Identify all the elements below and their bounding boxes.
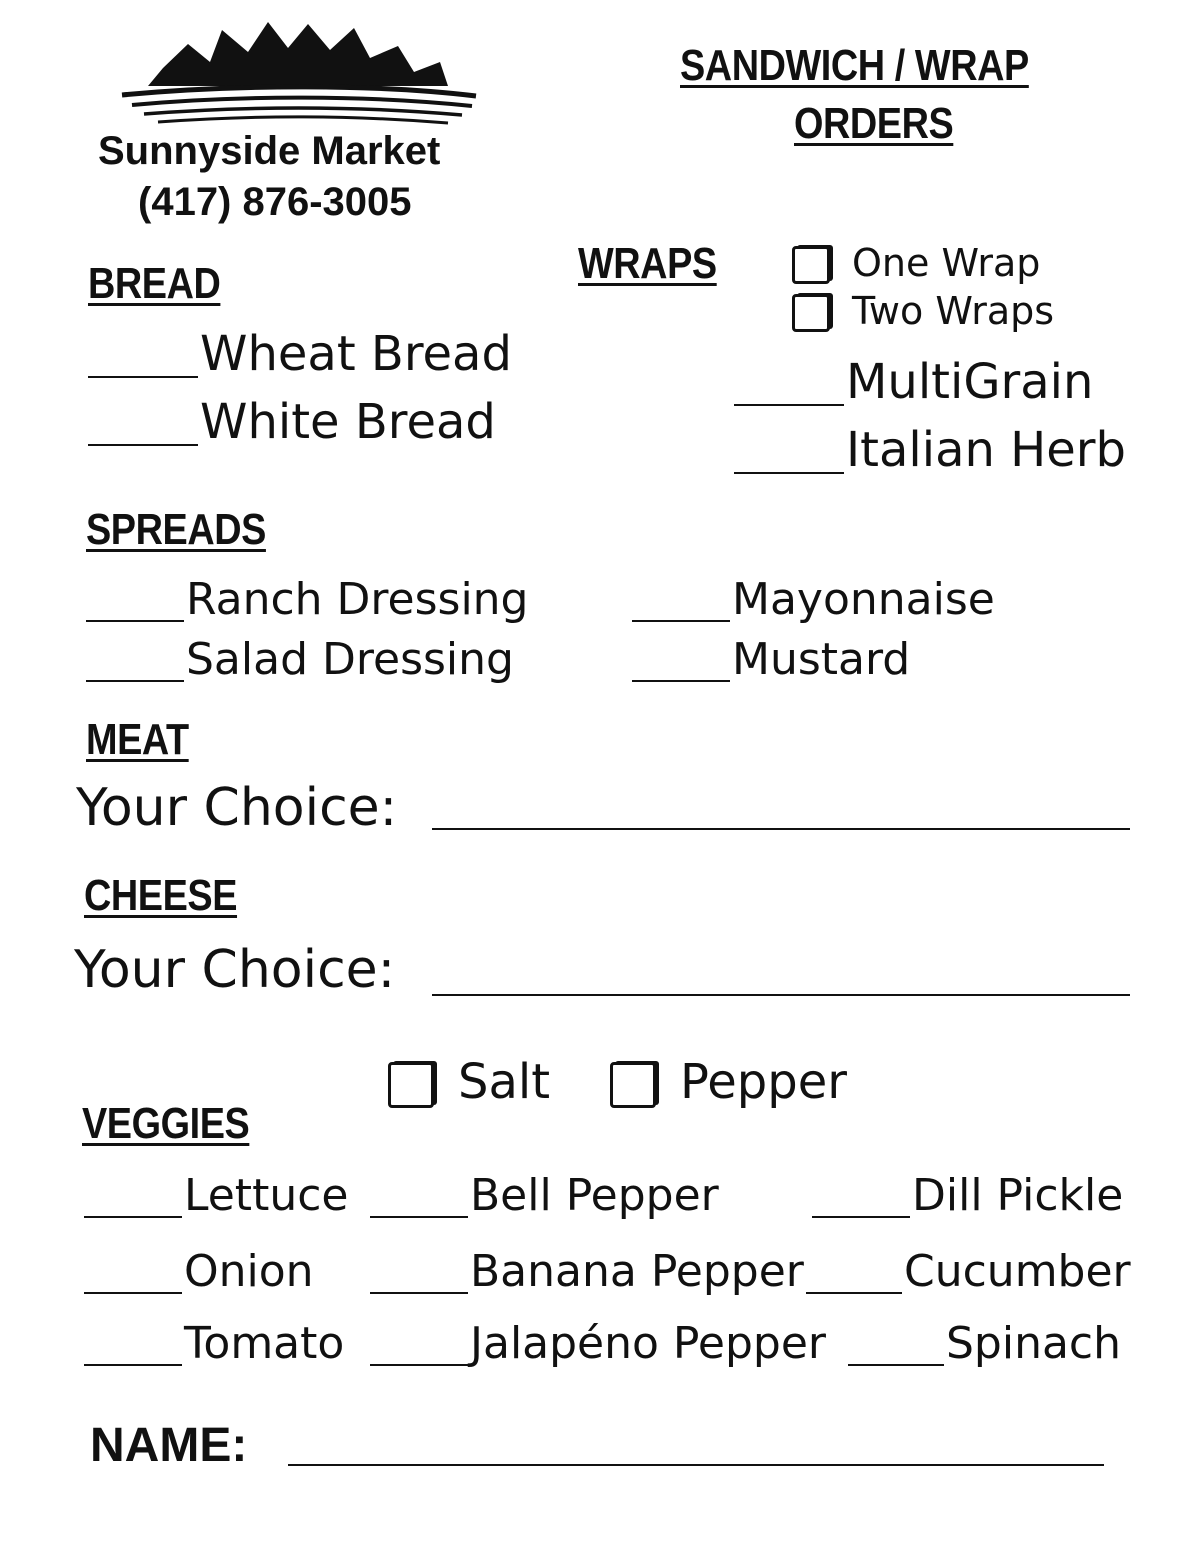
bread-option-wheat[interactable]: Wheat Bread — [88, 330, 512, 378]
blank-line[interactable] — [806, 1292, 902, 1294]
blank-line[interactable] — [84, 1364, 182, 1366]
blank-line[interactable] — [88, 444, 198, 446]
one-wrap-checkbox[interactable] — [792, 246, 830, 284]
blank-line[interactable] — [370, 1292, 468, 1294]
veggie-option-banana-pepper[interactable]: Banana Pepper — [370, 1250, 804, 1294]
meat-heading: MEAT — [86, 715, 189, 764]
spread-option-mustard[interactable]: Mustard — [632, 638, 910, 682]
pepper-label: Pepper — [680, 1054, 847, 1110]
blank-line[interactable] — [632, 620, 730, 622]
one-wrap-label: One Wrap — [852, 241, 1041, 285]
salt-label: Salt — [458, 1054, 551, 1110]
blank-line[interactable] — [848, 1364, 944, 1366]
cheese-heading: CHEESE — [84, 871, 238, 920]
blank-line[interactable] — [84, 1292, 182, 1294]
form-title-line1: SANDWICH / WRAP — [680, 41, 1029, 90]
name-input-line[interactable] — [288, 1464, 1104, 1466]
store-phone: (417) 876-3005 — [138, 180, 412, 224]
veggies-heading: VEGGIES — [82, 1099, 250, 1148]
veggie-option-tomato[interactable]: Tomato — [84, 1322, 344, 1366]
blank-line[interactable] — [812, 1216, 910, 1218]
spreads-heading: SPREADS — [86, 505, 266, 554]
bread-heading: BREAD — [88, 259, 221, 308]
cheese-prompt: Your Choice: — [74, 940, 396, 1000]
two-wraps-label: Two Wraps — [852, 289, 1055, 333]
blank-line[interactable] — [84, 1216, 182, 1218]
blank-line[interactable] — [88, 376, 198, 378]
veggie-option-onion[interactable]: Onion — [84, 1250, 314, 1294]
name-label: NAME: — [90, 1419, 248, 1472]
veggie-option-dill-pickle[interactable]: Dill Pickle — [812, 1174, 1123, 1218]
sun-logo-icon — [118, 18, 480, 126]
spread-option-salad[interactable]: Salad Dressing — [86, 638, 514, 682]
blank-line[interactable] — [86, 620, 184, 622]
veggie-option-lettuce[interactable]: Lettuce — [84, 1174, 348, 1218]
blank-line[interactable] — [734, 404, 844, 406]
two-wraps-checkbox[interactable] — [792, 294, 830, 332]
wrap-option-multigrain[interactable]: MultiGrain — [734, 358, 1093, 406]
spread-option-mayonnaise[interactable]: Mayonnaise — [632, 578, 995, 622]
pepper-checkbox[interactable] — [610, 1062, 656, 1108]
store-name: Sunnyside Market — [98, 129, 441, 173]
veggie-option-cucumber[interactable]: Cucumber — [806, 1250, 1131, 1294]
meat-choice-line[interactable] — [432, 828, 1130, 830]
blank-line[interactable] — [86, 680, 184, 682]
blank-line[interactable] — [370, 1216, 468, 1218]
form-title-line2: ORDERS — [794, 99, 954, 148]
blank-line[interactable] — [370, 1364, 468, 1366]
cheese-choice-line[interactable] — [432, 994, 1130, 996]
meat-prompt: Your Choice: — [76, 778, 398, 838]
spread-option-ranch[interactable]: Ranch Dressing — [86, 578, 528, 622]
veggie-option-bell-pepper[interactable]: Bell Pepper — [370, 1174, 719, 1218]
blank-line[interactable] — [632, 680, 730, 682]
blank-line[interactable] — [734, 472, 844, 474]
salt-checkbox[interactable] — [388, 1062, 434, 1108]
wrap-option-italian-herb[interactable]: Italian Herb — [734, 426, 1126, 474]
bread-option-white[interactable]: White Bread — [88, 398, 496, 446]
veggie-option-spinach[interactable]: Spinach — [848, 1322, 1121, 1366]
veggie-option-jalapeno-pepper[interactable]: Jalapéno Pepper — [370, 1322, 826, 1366]
wraps-heading: WRAPS — [578, 239, 717, 288]
